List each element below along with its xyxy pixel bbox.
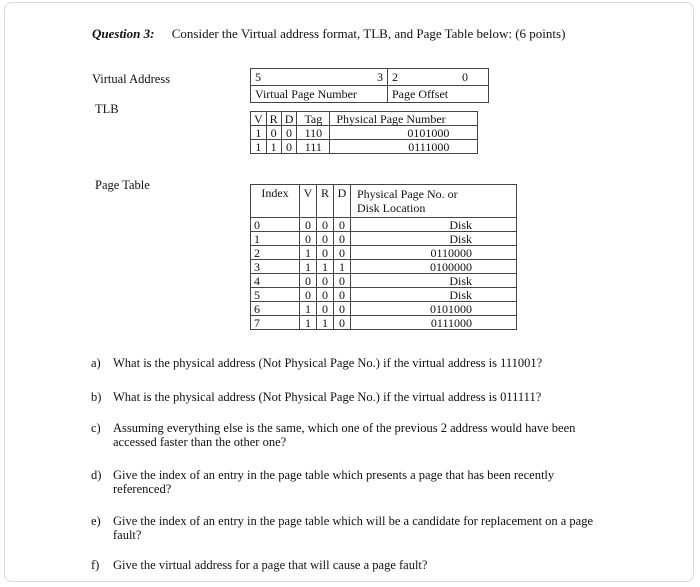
- tlb-header-row: [251, 112, 478, 126]
- virtual-address-label: Virtual Address: [92, 72, 171, 86]
- sub-question-letter: f): [91, 558, 100, 572]
- page-table-location: 0111000: [351, 316, 517, 330]
- page-table-cell: 0: [334, 232, 351, 246]
- page-table-header-location-line1: Physical Page No. or: [357, 187, 458, 201]
- question-number: Question 3:: [92, 26, 155, 41]
- page-table-cell: 0: [334, 316, 351, 330]
- tlb-header-r: R: [266, 112, 281, 126]
- tlb-cell: 110: [297, 126, 330, 140]
- page-table-index: 5: [251, 288, 300, 302]
- page-table-row: [251, 232, 517, 246]
- page-table-cell: 0: [300, 218, 317, 232]
- page-table-label: Page Table: [95, 178, 150, 192]
- page-table-cell: 1: [300, 316, 317, 330]
- sub-question-letter: a): [91, 356, 101, 370]
- offset-high-bit: 2: [392, 70, 398, 84]
- page-table-location: Disk: [351, 274, 517, 288]
- question-text: Consider the Virtual address format, TLB, and Page Table below:: [171, 26, 512, 41]
- page-table-header-d: D: [334, 185, 351, 218]
- page-table-index: 2: [251, 246, 300, 260]
- tlb-header-v: V: [251, 112, 267, 126]
- tlb-cell: 111: [297, 140, 330, 154]
- sub-question-f: [91, 558, 611, 572]
- page-table-cell: 0: [334, 246, 351, 260]
- sub-question-letter: c): [91, 421, 101, 435]
- sub-question-letter: e): [91, 514, 101, 528]
- page-table-row: [251, 302, 517, 316]
- sub-question-letter: d): [91, 468, 102, 482]
- page-table-cell: 1: [300, 302, 317, 316]
- page-table-index: 7: [251, 316, 300, 330]
- page-table-cell: 0: [317, 218, 334, 232]
- page-table-index: 6: [251, 302, 300, 316]
- question-points: (6 points): [515, 26, 566, 41]
- page-table-location: Disk: [351, 232, 517, 246]
- page-table-header-row: [251, 185, 517, 218]
- sub-question-d: [91, 468, 611, 496]
- page-table-cell: 0: [317, 232, 334, 246]
- offset-low-bit: 0: [462, 70, 468, 84]
- tlb-cell: 1: [251, 140, 267, 154]
- page-table: [250, 184, 517, 330]
- page-table-location: Disk: [351, 218, 517, 232]
- tlb-cell: 1: [266, 140, 281, 154]
- vpn-high-bit: 5: [255, 70, 261, 84]
- page-table-cell: 0: [300, 274, 317, 288]
- sub-question-a: [91, 356, 611, 370]
- tlb-header-ppn: Physical Page Number: [330, 112, 478, 126]
- sub-question-c: [91, 421, 611, 449]
- sub-question-letter: b): [91, 390, 102, 404]
- page-table-row: [251, 316, 517, 330]
- page-table-location: 0110000: [351, 246, 517, 260]
- sub-question-text: Give the index of an entry in the page table which presents a page that has been recently referenced?: [113, 468, 555, 496]
- tlb-row: [251, 126, 478, 140]
- page-table-cell: 0: [334, 274, 351, 288]
- page-table-location: Disk: [351, 288, 517, 302]
- tlb-label: TLB: [95, 102, 119, 116]
- page-table-location: 0100000: [351, 260, 517, 274]
- page-table-cell: 0: [334, 288, 351, 302]
- tlb-cell: 0111000: [330, 140, 478, 154]
- page-table-header-location-line2: Disk Location: [357, 201, 426, 215]
- page-table-cell: 0: [300, 232, 317, 246]
- sub-question-text: Give the index of an entry in the page table which will be a candidate for replacement on a page fault?: [113, 514, 594, 542]
- page-table-location: 0101000: [351, 302, 517, 316]
- offset-bits-cell: [388, 69, 489, 86]
- vpn-low-bit: 3: [377, 70, 383, 84]
- page-table-header-r: R: [317, 185, 334, 218]
- page-table-header-index: Index: [251, 185, 300, 218]
- sub-question-text: Assuming everything else is the same, which one of the previous 2 address would have been accessed faster than the other one?: [113, 421, 576, 449]
- page-table-cell: 0: [317, 288, 334, 302]
- sub-question-text: Give the virtual address for a page that will cause a page fault?: [113, 558, 428, 572]
- sub-question-b: [91, 390, 611, 404]
- page-table-index: 3: [251, 260, 300, 274]
- tlb-table: [250, 111, 478, 154]
- page-table-cell: 0: [334, 218, 351, 232]
- tlb-cell: 0101000: [330, 126, 478, 140]
- page-table-cell: 0: [334, 302, 351, 316]
- page-table-cell: 0: [300, 288, 317, 302]
- page-table-cell: 0: [317, 246, 334, 260]
- page-table-row: [251, 260, 517, 274]
- page-table-row: [251, 274, 517, 288]
- tlb-cell: 0: [266, 126, 281, 140]
- sub-question-e: [91, 514, 611, 542]
- sub-question-text: What is the physical address (Not Physical Page No.) if the virtual address is 111001?: [113, 356, 543, 370]
- page-table-index: 1: [251, 232, 300, 246]
- page-table-row: [251, 218, 517, 232]
- tlb-cell: 0: [281, 140, 297, 154]
- page-table-cell: 1: [334, 260, 351, 274]
- page-table-header-v: V: [300, 185, 317, 218]
- page-table-index: 0: [251, 218, 300, 232]
- virtual-address-format: [250, 68, 489, 103]
- sub-question-text: What is the physical address (Not Physical Page No.) if the virtual address is 011111?: [113, 390, 542, 404]
- page-table-cell: 1: [317, 260, 334, 274]
- tlb-row: [251, 140, 478, 154]
- tlb-cell: 0: [281, 126, 297, 140]
- page-table-index: 4: [251, 274, 300, 288]
- page-table-row: [251, 288, 517, 302]
- tlb-header-d: D: [281, 112, 297, 126]
- page-table-cell: 1: [300, 246, 317, 260]
- page-table-cell: 1: [317, 316, 334, 330]
- vpn-bits-cell: [251, 69, 388, 86]
- offset-label: Page Offset: [388, 86, 489, 103]
- tlb-header-tag: Tag: [297, 112, 330, 126]
- page-table-cell: 0: [317, 302, 334, 316]
- page-table-cell: 0: [317, 274, 334, 288]
- vpn-label: Virtual Page Number: [251, 86, 388, 103]
- page-table-row: [251, 246, 517, 260]
- page-table-header-location: [351, 185, 517, 218]
- tlb-cell: 1: [251, 126, 267, 140]
- page-table-cell: 1: [300, 260, 317, 274]
- question-heading: [92, 26, 565, 42]
